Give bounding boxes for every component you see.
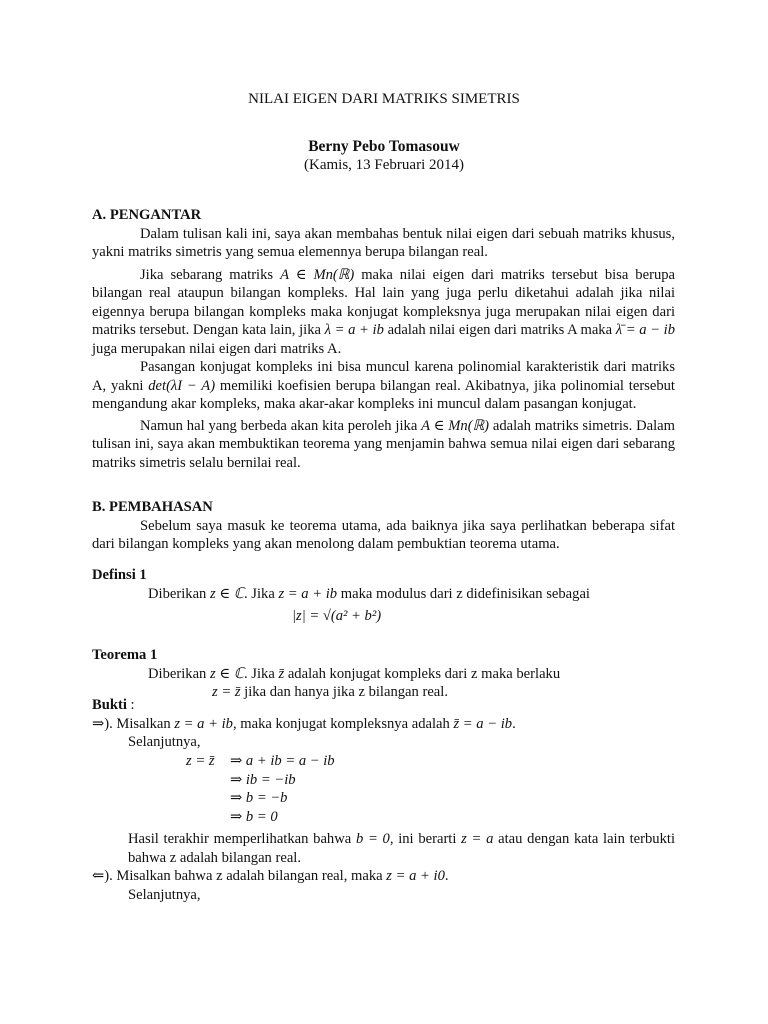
- modulus-formula: |z| = √(a² + b²): [292, 608, 382, 624]
- proof: [92, 696, 675, 904]
- author-name: Berny Pebo Tomasouw: [308, 138, 460, 155]
- paragraph: Pasangan konjugat kompleks ini bisa muncul karena polinomial karakteristik dari matriks A, yakni det(λI − A) memiliki koefisien berupa bilangan real. Akibatnya, jika polinomial tersebut mengandung akar kompleks, maka akar-akar kompleks ini muncul dalam pasangan konjugat.: [92, 359, 675, 412]
- math-inline: det(λI − A): [148, 377, 216, 394]
- paragraph: Dalam tulisan kali ini, saya akan membahas bentuk nilai eigen dari sebuah matriks khusus, yakni matriks simetris yang semua elemennya berupa bilangan real.: [92, 225, 675, 260]
- paper-date: (Kamis, 13 Februari 2014): [304, 157, 464, 173]
- proof-line: ⇐). Misalkan bahwa z adalah bilangan real, maka z = a + i0.: [92, 868, 449, 884]
- section-heading: A. PENGANTAR: [92, 207, 202, 223]
- definition-heading: Definsi 1: [92, 567, 147, 583]
- math-inline: A ∈ Mn(ℝ): [421, 417, 490, 434]
- math-inline: λ = a + ib: [324, 322, 384, 338]
- proof-line: Selanjutnya,: [128, 734, 201, 750]
- math-inline: λ̄ = a − ib: [615, 322, 675, 338]
- proof-line: Selanjutnya,: [128, 886, 201, 903]
- proof-line: ⇒). Misalkan z = a + ib, maka konjugat kompleksnya adalah z̄ = a − ib.: [92, 715, 516, 732]
- paragraph: Sebelum saya masuk ke teorema utama, ada baiknya jika saya perlihatkan beberapa sifat dari bilangan kompleks yang akan menolong dalam pembuktian teorema utama.: [92, 517, 675, 552]
- definition-text: Diberikan z ∈ ℂ. Jika z = a + ib maka modulus dari z didefinisikan sebagai: [148, 585, 590, 602]
- math-inline: A ∈ Mn(ℝ): [280, 266, 355, 283]
- theorem-text: Diberikan z ∈ ℂ. Jika z̄ adalah konjugat kompleks dari z maka berlaku: [148, 665, 561, 682]
- proof-paragraph: Hasil terakhir memperlihatkan bahwa b = 0, ini berarti z = a atau dengan kata lain terbukti bahwa z adalah bilangan real.: [128, 831, 676, 866]
- definition-1: [92, 566, 675, 626]
- paragraph: Jika sebarang matriks A ∈ Mn(ℝ) maka nilai eigen dari matriks tersebut bisa berupa bilangan real ataupun bilangan kompleks. Hal lain yang juga perlu diketahui adalah jika nilai eigennya berupa bilangan kompleks maka konjugat kompleksnya juga merupakan nilai eigen dari matriks tersebut. Dengan kata lain, jika λ = a + ib adalah nilai eigen dari matriks A maka λ̄ = a − ib juga merupakan nilai eigen dari matriks A.: [92, 266, 676, 357]
- equation-line: ⇒ b = 0: [230, 808, 278, 825]
- theorem-text: z = z̄ jika dan hanya jika z bilangan real.: [212, 684, 448, 700]
- theorem-1: [92, 646, 675, 702]
- proof-heading: Bukti :: [92, 697, 135, 713]
- equation-line: z = z̄ ⇒ a + ib = a − ib: [186, 752, 335, 769]
- equation-line: ⇒ b = −b: [230, 790, 288, 806]
- section-heading: B. PEMBAHASAN: [92, 499, 213, 515]
- paper-title: NILAI EIGEN DARI MATRIKS SIMETRIS: [248, 91, 520, 107]
- theorem-heading: Teorema 1: [92, 647, 158, 663]
- section-pembahasan: [92, 498, 675, 554]
- equation-line: ⇒ ib = −ib: [230, 771, 296, 788]
- section-pengantar: [92, 206, 675, 472]
- paragraph: Namun hal yang berbeda akan kita peroleh jika A ∈ Mn(ℝ) adalah matriks simetris. Dalam tulisan ini, saya akan membuktikan teorema yang menjamin bahwa semua nilai eigen dari sebarang matriks simetris selalu bernilai real.: [92, 417, 675, 471]
